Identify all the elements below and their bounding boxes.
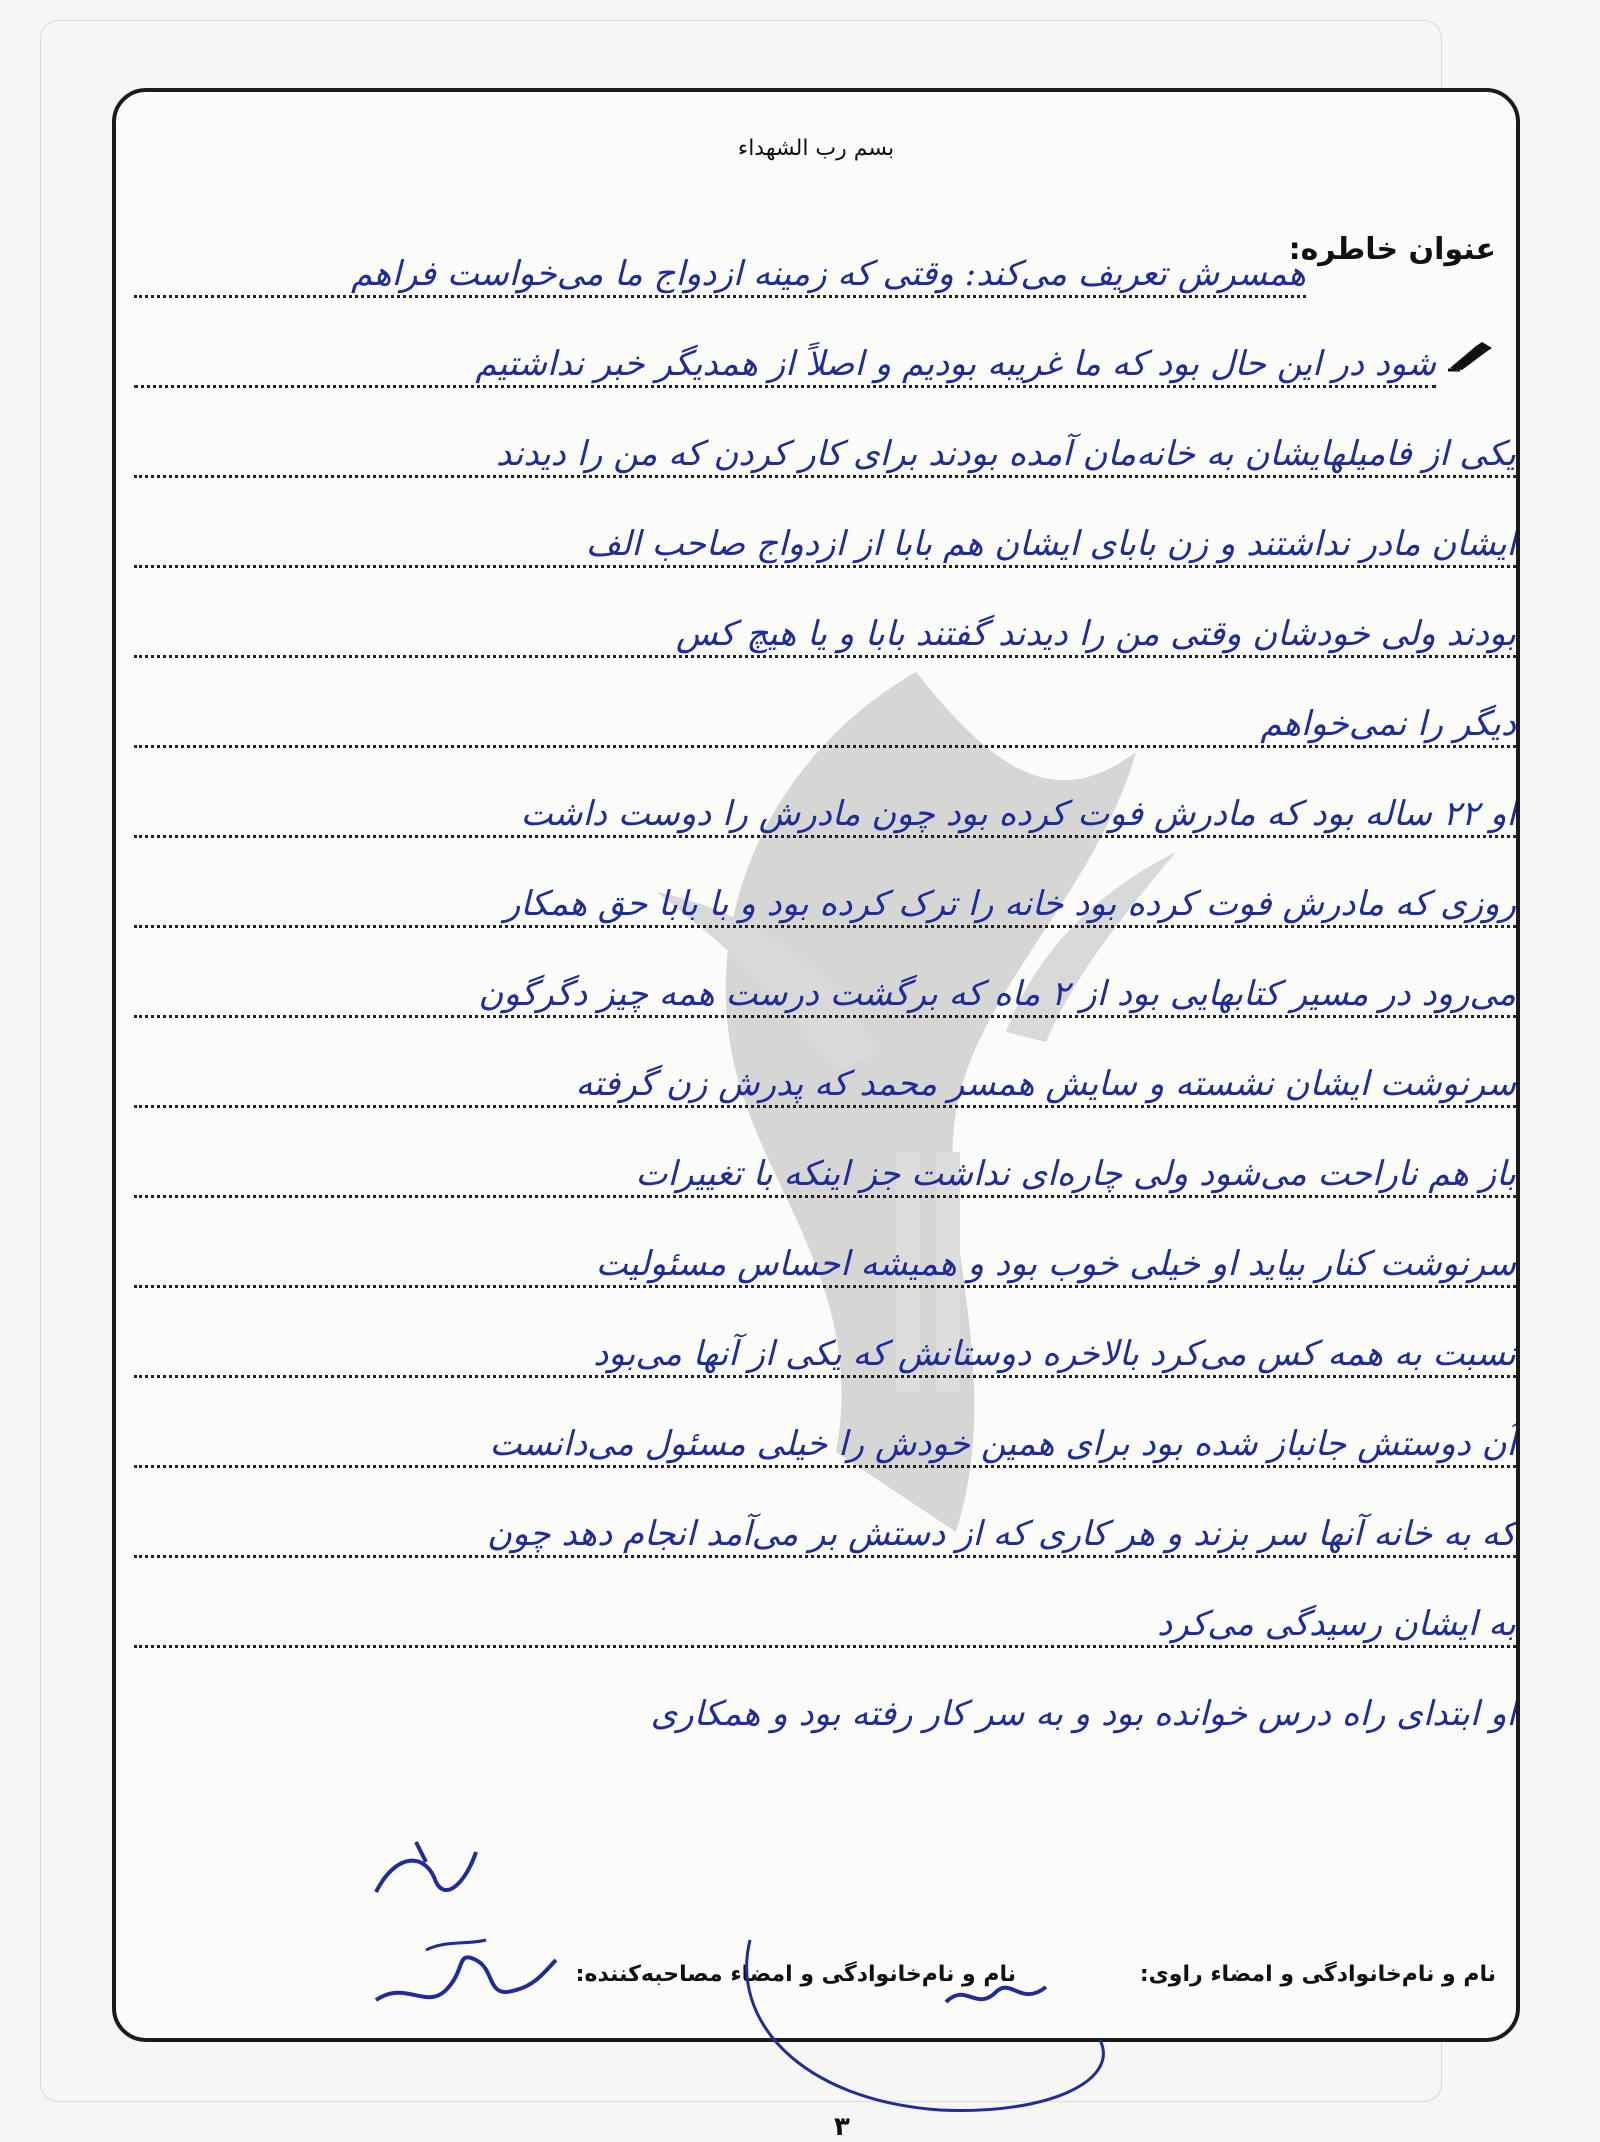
- handwritten-text: بودند ولی خودشان وقتی من را دیدند گفتند بابا و یا هیچ کس: [675, 614, 1516, 654]
- memoir-line: [134, 242, 1306, 306]
- memoir-line: [134, 872, 1516, 936]
- handwritten-text: سرنوشت ایشان نشسته و سایش همسر محمد که پدرش زن گرفته: [575, 1064, 1516, 1104]
- narrator-signature: [366, 1930, 566, 2020]
- page-number: ۳: [834, 2112, 850, 2142]
- page-header: بسم رب الشهداء: [737, 136, 895, 161]
- title-label: عنوان خاطره:: [1288, 232, 1496, 267]
- handwritten-text: روزی که مادرش فوت کرده بود خانه را ترک کرده بود و با بابا حق همکار: [504, 884, 1516, 924]
- handwritten-text: باز هم ناراحت می‌شود ولی چاره‌ای نداشت جز اینکه با تغییرات: [635, 1154, 1516, 1194]
- handwritten-text: دیگر را نمی‌خواهم: [1260, 704, 1516, 744]
- memoir-line: [134, 332, 1436, 396]
- memoir-line: [134, 782, 1516, 846]
- handwritten-text: همسرش تعریف می‌کند: وقتی که زمینه ازدواج ما می‌خواست فراهم: [351, 254, 1306, 294]
- handwritten-text: آن دوستش جانباز شده بود برای همین خودش را خیلی مسئول می‌دانست: [489, 1424, 1516, 1464]
- handwritten-text: ایشان مادر نداشتند و زن بابای ایشان هم بابا از ازدواج صاحب الف: [585, 524, 1516, 564]
- memoir-line: [134, 602, 1516, 666]
- memoir-line: [134, 1142, 1516, 1206]
- memoir-line: [134, 422, 1516, 486]
- memoir-line: [134, 692, 1516, 756]
- handwritten-text: به ایشان رسیدگی می‌کرد: [1157, 1604, 1516, 1644]
- handwritten-text: او ابتدای راه درس خوانده بود و به سر کار رفته بود و همکاری: [650, 1694, 1516, 1734]
- narrator-signature-label: نام و نام‌خانوادگی و امضاء راوی:: [1139, 1962, 1496, 1987]
- memoir-form: [112, 88, 1520, 2042]
- memoir-line: [134, 1322, 1516, 1386]
- memoir-line: [134, 1502, 1516, 1566]
- interviewer-signature-label: نام و نام‌خانوادگی و امضاء مصاحبه‌کننده:: [575, 1962, 1016, 1987]
- handwritten-text: نسبت به همه کس می‌کرد بالاخره دوستانش که یکی از آنها می‌بود: [593, 1334, 1516, 1374]
- handwritten-text: که به خانه آنها سر بزند و هر کاری که از دستش بر می‌آمد انجام دهد چون: [486, 1514, 1516, 1554]
- handwritten-text: سرنوشت کنار بیاید او خیلی خوب بود و همیشه احساس مسئولیت: [595, 1244, 1516, 1284]
- handwritten-text: می‌رود در مسیر کتابهایی بود از ۲ ماه که برگشت درست همه چیز دگرگون: [478, 974, 1516, 1014]
- handwritten-text: شود در این حال بود که ما غریبه بودیم و اصلاً از همدیگر خبر نداشتیم: [475, 344, 1436, 384]
- memoir-line: [134, 1052, 1516, 1116]
- memoir-line: [134, 1592, 1516, 1656]
- pen-icon: [1446, 340, 1494, 372]
- memoir-line: [134, 1412, 1516, 1476]
- handwritten-text: یکی از فامیلهایشان به خانه‌مان آمده بودند برای کار کردن که من را دیدند: [496, 434, 1516, 474]
- handwritten-initials: [356, 1822, 496, 1922]
- handwritten-text: او ۲۲ ساله بود که مادرش فوت کرده بود چون مادرش را دوست داشت: [520, 794, 1516, 834]
- signature-loop: [720, 1900, 1140, 2130]
- memoir-line: [134, 1232, 1516, 1296]
- memoir-line: [134, 1682, 1516, 1746]
- memoir-line: [134, 962, 1516, 1026]
- memoir-line: [134, 512, 1516, 576]
